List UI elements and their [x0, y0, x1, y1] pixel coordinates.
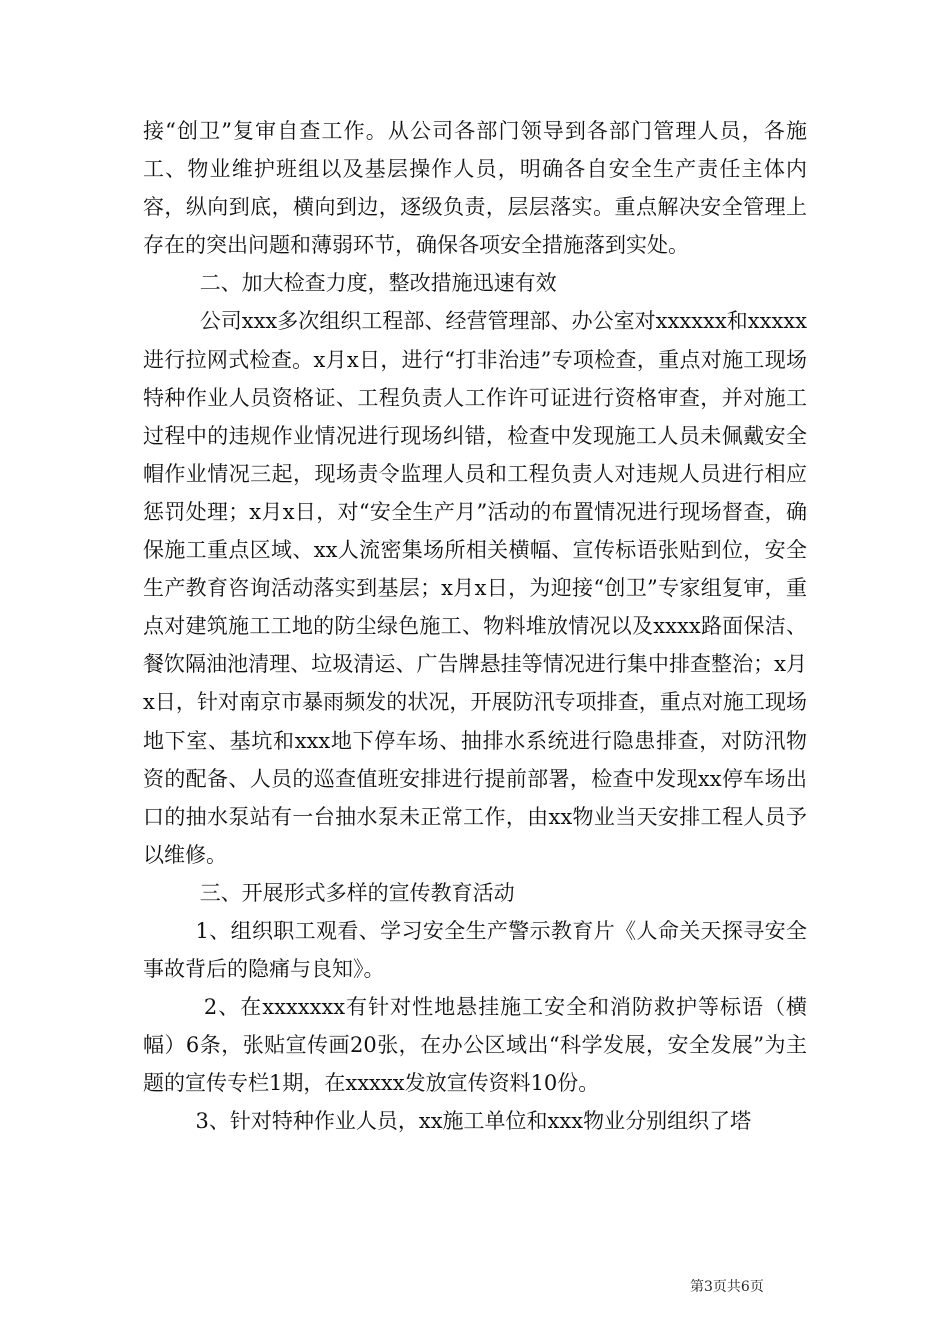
- paragraph-responsibility: 接“创卫”复审自查工作。从公司各部门领导到各部门管理人员，各施工、物业维护班组以及基层操作人员，明确各自安全生产责任主体内容，纵向到底，横向到边，逐级负责，层层落实。重点解决安全管理上存在的突出问题和薄弱环节，确保各项安全措施落到实处。: [143, 119, 807, 258]
- heading-section-three: 三、开展形式多样的宣传教育活动: [199, 880, 515, 905]
- list-item-3: 3、针对特种作业人员，xx施工单位和xxx物业分别组织了塔: [195, 1109, 752, 1134]
- document-body: [143, 112, 807, 1141]
- list-item-2: 2、在xxxxxxx有针对性地悬挂施工安全和消防救护等标语（横幅）6条，张贴宣传画20张，在办公区域出“科学发展，安全发展”为主题的宣传专栏1期，在xxxxx发放宣传资料10份。: [143, 995, 807, 1096]
- heading-section-two: 二、加大检查力度，整改措施迅速有效: [199, 271, 557, 296]
- paragraph-inspections: 公司xxx多次组织工程部、经营管理部、办公室对xxxxxx和xxxxx进行拉网式检查。x月x日，进行“打非治违”专项检查，重点对施工现场特种作业人员资格证、工程负责人工作许可证进行资格审查，并对施工过程中的违规作业情况进行现场纠错，检查中发现施工人员未佩戴安全帽作业情况三起，现场责令监理人员和工程负责人对违规人员进行相应惩罚处理；x月x日，对“安全生产月”活动的布置情况进行现场督查，确保施工重点区域、xx人流密集场所相关横幅、宣传标语张贴到位，安全生产教育咨询活动落实到基层；x月x日，为迎接“创卫”专家组复审，重点对建筑施工工地的防尘绿色施工、物料堆放情况以及xxxx路面保洁、餐饮隔油池清理、垃圾清运、广告牌悬挂等情况进行集中排查整治；x月x日，针对南京市暴雨频发的状况，开展防汛专项排查，重点对施工现场地下室、基坑和xxx地下停车场、抽排水系统进行隐患排查，对防汛物资的配备、人员的巡查值班安排进行提前部署，检查中发现xx停车场出口的抽水泵站有一台抽水泵未正常工作，由xx物业当天安排工程人员予以维修。: [143, 309, 807, 867]
- page-number-footer: 第3页共6页: [690, 1279, 764, 1295]
- list-item-1: 1、组织职工观看、学习安全生产警示教育片《人命关天探寻安全事故背后的隐痛与良知》。: [143, 918, 807, 982]
